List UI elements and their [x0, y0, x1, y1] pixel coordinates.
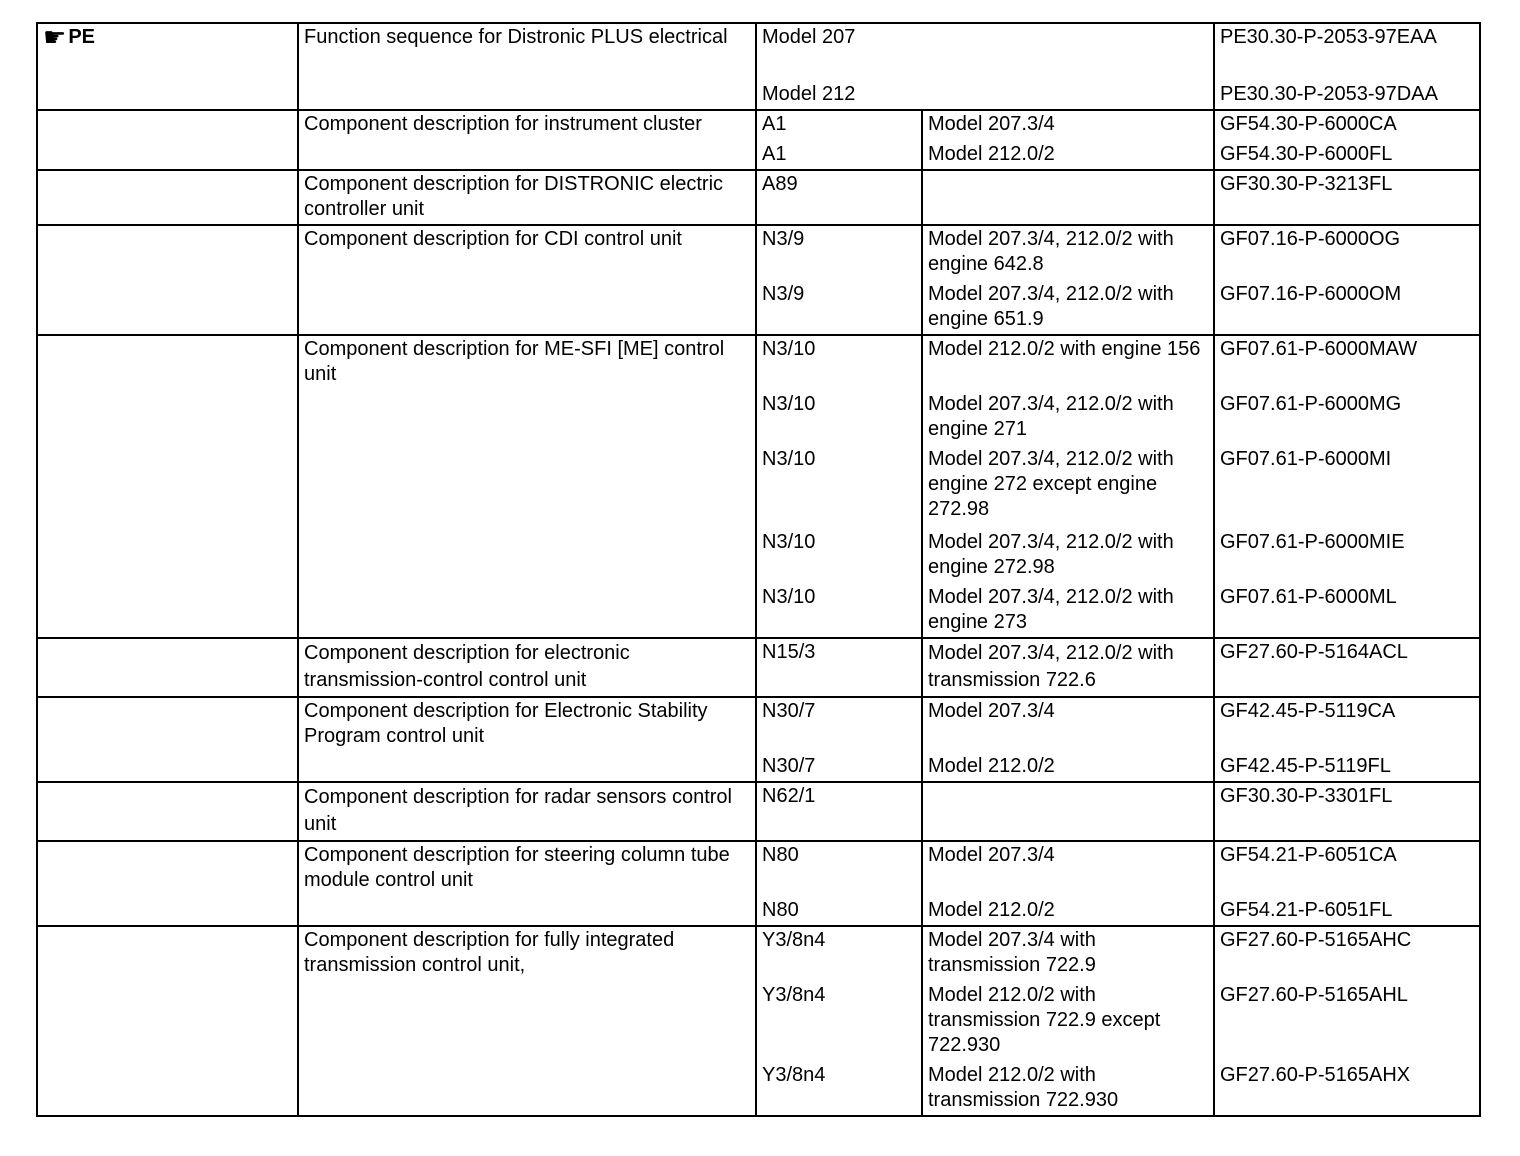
code-cell: N15/3 — [756, 638, 922, 697]
code-cell: A89 — [756, 170, 922, 225]
table-row — [37, 926, 1480, 1116]
reference-table — [36, 22, 1481, 1117]
table-row — [37, 782, 1480, 841]
ref-link[interactable]: PE30.30-P-2053-97DAA — [1220, 83, 1438, 105]
ref-link[interactable]: GF07.16-P-6000OG — [1220, 228, 1401, 250]
code-cell: Y3/8n4 Y3/8n4 Y3/8n4 — [756, 926, 922, 1116]
model-cell: Model 207.3/4 with transmission 722.9 Model 212.0/2 with transmission 722.9 except 722.930 Model 212.0/2 with transmission 722.930 — [922, 926, 1214, 1116]
ref-cell — [1214, 110, 1480, 170]
ref-link[interactable]: GF07.61-P-6000MI — [1220, 448, 1392, 470]
code-cell: N3/10 N3/10 N3/10 N3/10 N3/10 — [756, 335, 922, 638]
ref-cell — [1214, 638, 1480, 697]
ref-link[interactable]: PE30.30-P-2053-97EAA — [1220, 26, 1437, 48]
model-cell: Model 207.3/4 Model 212.0/2 — [922, 841, 1214, 926]
ref-link[interactable]: GF42.45-P-5119CA — [1220, 700, 1396, 722]
row-title: Component description for radar sensors control unit — [298, 782, 756, 841]
ref-cell — [1214, 23, 1480, 110]
ref-link[interactable]: GF27.60-P-5165AHL — [1220, 984, 1408, 1006]
table-row — [37, 335, 1480, 638]
pe-label: PE — [68, 26, 95, 48]
model-cell — [756, 23, 1214, 110]
ref-cell — [1214, 782, 1480, 841]
model-cell: Model 207.3/4 Model 212.0/2 — [922, 697, 1214, 782]
ref-link[interactable]: GF54.21-P-6051FL — [1220, 899, 1393, 921]
ref-link[interactable]: GF07.61-P-6000MG — [1220, 393, 1402, 415]
code-cell: N3/9 N3/9 — [756, 225, 922, 335]
ref-cell — [1214, 225, 1480, 335]
model-cell: Model 207.3/4, 212.0/2 with engine 642.8 Model 207.3/4, 212.0/2 with engine 651.9 — [922, 225, 1214, 335]
model-cell: Model 212.0/2 with engine 156 Model 207.3/4, 212.0/2 with engine 271 Model 207.3/4, 212.0/2 with engine 272 except engine 272.98 Model 207.3/4, 212.0/2 with engine 272.98 Model 207.3/4, 212.0/2 with engine 273 — [922, 335, 1214, 638]
row-title: Component description for ME-SFI [ME] control unit — [298, 335, 756, 638]
model-cell: Model 207.3/4, 212.0/2 with transmission 722.6 — [922, 638, 1214, 697]
row-title: Component description for instrument cluster — [298, 110, 756, 170]
model-text: Model 212 — [762, 83, 856, 105]
ref-link[interactable]: GF30.30-P-3213FL — [1220, 173, 1393, 195]
ref-link[interactable]: GF54.21-P-6051CA — [1220, 844, 1397, 866]
code-cell: N62/1 — [756, 782, 922, 841]
model-cell — [922, 170, 1214, 225]
ref-cell — [1214, 926, 1480, 1116]
table-row — [37, 170, 1480, 225]
ref-link[interactable]: GF27.60-P-5165AHX — [1220, 1064, 1411, 1086]
pe-cell — [37, 23, 298, 110]
ref-link[interactable]: GF27.60-P-5165AHC — [1220, 929, 1412, 951]
ref-link[interactable]: GF07.61-P-6000MIE — [1220, 531, 1405, 553]
ref-link[interactable]: GF27.60-P-5164ACL — [1220, 641, 1408, 663]
table-row — [37, 841, 1480, 926]
row-title: Component description for DISTRONIC electric controller unit — [298, 170, 756, 225]
row-title: Component description for fully integrated transmission control unit, — [298, 926, 756, 1116]
table-row — [37, 638, 1480, 697]
model-cell: Model 207.3/4 Model 212.0/2 — [922, 110, 1214, 170]
pointing-hand-icon: ☛ — [43, 22, 67, 52]
ref-link[interactable]: GF30.30-P-3301FL — [1220, 785, 1393, 807]
ref-cell — [1214, 335, 1480, 638]
ref-cell — [1214, 841, 1480, 926]
ref-link[interactable]: GF54.30-P-6000CA — [1220, 113, 1397, 135]
ref-link[interactable]: GF07.61-P-6000ML — [1220, 586, 1397, 608]
row-title: Component description for steering column tube module control unit — [298, 841, 756, 926]
row-title: Component description for electronic transmission-control control unit — [298, 638, 756, 697]
table-row-function-sequence — [37, 23, 1480, 110]
ref-link[interactable]: GF07.61-P-6000MAW — [1220, 338, 1418, 360]
table-row — [37, 225, 1480, 335]
row-title: Component description for CDI control unit — [298, 225, 756, 335]
ref-cell — [1214, 170, 1480, 225]
ref-cell — [1214, 697, 1480, 782]
model-text: Model 207 — [762, 26, 856, 48]
row-title: Function sequence for Distronic PLUS electrical — [298, 23, 756, 110]
ref-link[interactable]: GF54.30-P-6000FL — [1220, 143, 1393, 165]
code-cell: N30/7 N30/7 — [756, 697, 922, 782]
ref-link[interactable]: GF07.16-P-6000OM — [1220, 283, 1402, 305]
model-cell — [922, 782, 1214, 841]
table-row — [37, 110, 1480, 170]
table-row — [37, 697, 1480, 782]
code-cell: N80 N80 — [756, 841, 922, 926]
code-cell: A1 A1 — [756, 110, 922, 170]
ref-link[interactable]: GF42.45-P-5119FL — [1220, 755, 1391, 777]
row-title: Component description for Electronic Stability Program control unit — [298, 697, 756, 782]
